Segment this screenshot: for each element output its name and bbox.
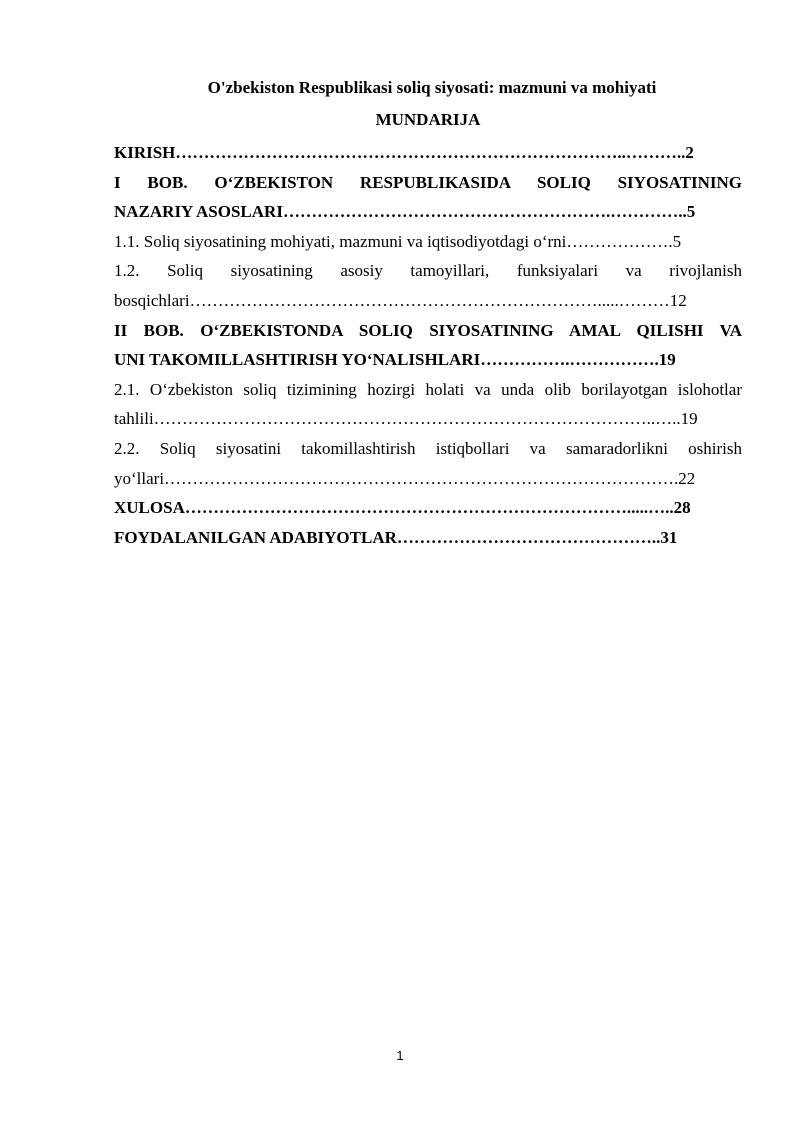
toc-entry-1-2-line2: bosqichlari……………………………………………………………….....………12 [114,290,687,310]
toc-entry-bob2-line2: UNI TAKOMILLASHTIRISH YO‘NALISHLARI…………….…………….19 [114,350,676,370]
table-of-contents [114,138,742,552]
page-number: 1 [396,1048,404,1063]
toc-entry-bob2-line1: II BOB. O‘ZBEKISTONDA SOLIQ SIYOSATINING AMAL QILISHI VA [114,320,742,340]
toc-entry-1-1: 1.1. Soliq siyosatining mohiyati, mazmuni va iqtisodiyotdagi o‘rni……………….5 [114,231,682,251]
toc-entry-bob1-line1: I BOB. O‘ZBEKISTON RESPUBLIKASIDA SOLIQ SIYOSATINING [114,172,742,192]
toc-entry-xulosa: XULOSA…………………………………………………………………….....…..28 [114,498,691,518]
toc-entry-2-2-line2: yo‘llari……………………………………………………………………………….22 [114,468,696,488]
toc-entry-kirish: KIRISH……………………………………………………………………..………..2 [114,143,694,162]
toc-entry-2-1-line2: tahlili……………………………………………………………………………..…..19 [114,409,698,429]
toc-entry-adabiyotlar: FOYDALANILGAN ADABIYOTLAR………………………………………..31 [114,527,678,547]
toc-entry-1-2-line1: 1.2. Soliq siyosatining asosiy tamoyillari, funksiyalari va rivojlanish [114,261,742,281]
document-page [114,76,742,552]
toc-entry-bob1-line2: NAZARIY ASOSLARI………………………………………………….…………..5 [114,202,696,222]
toc-heading: MUNDARIJA [375,110,481,129]
toc-entry-2-2-line1: 2.2. Soliq siyosatini takomillashtirish istiqbollari va samaradorlikni oshirish [114,438,742,458]
document-title: O'zbekiston Respublikasi soliq siyosati: mazmuni va mohiyati [207,78,657,97]
toc-entry-2-1-line1: 2.1. O‘zbekiston soliq tizimining hozirgi holati va unda olib borilayotgan islohotlar [114,379,742,399]
